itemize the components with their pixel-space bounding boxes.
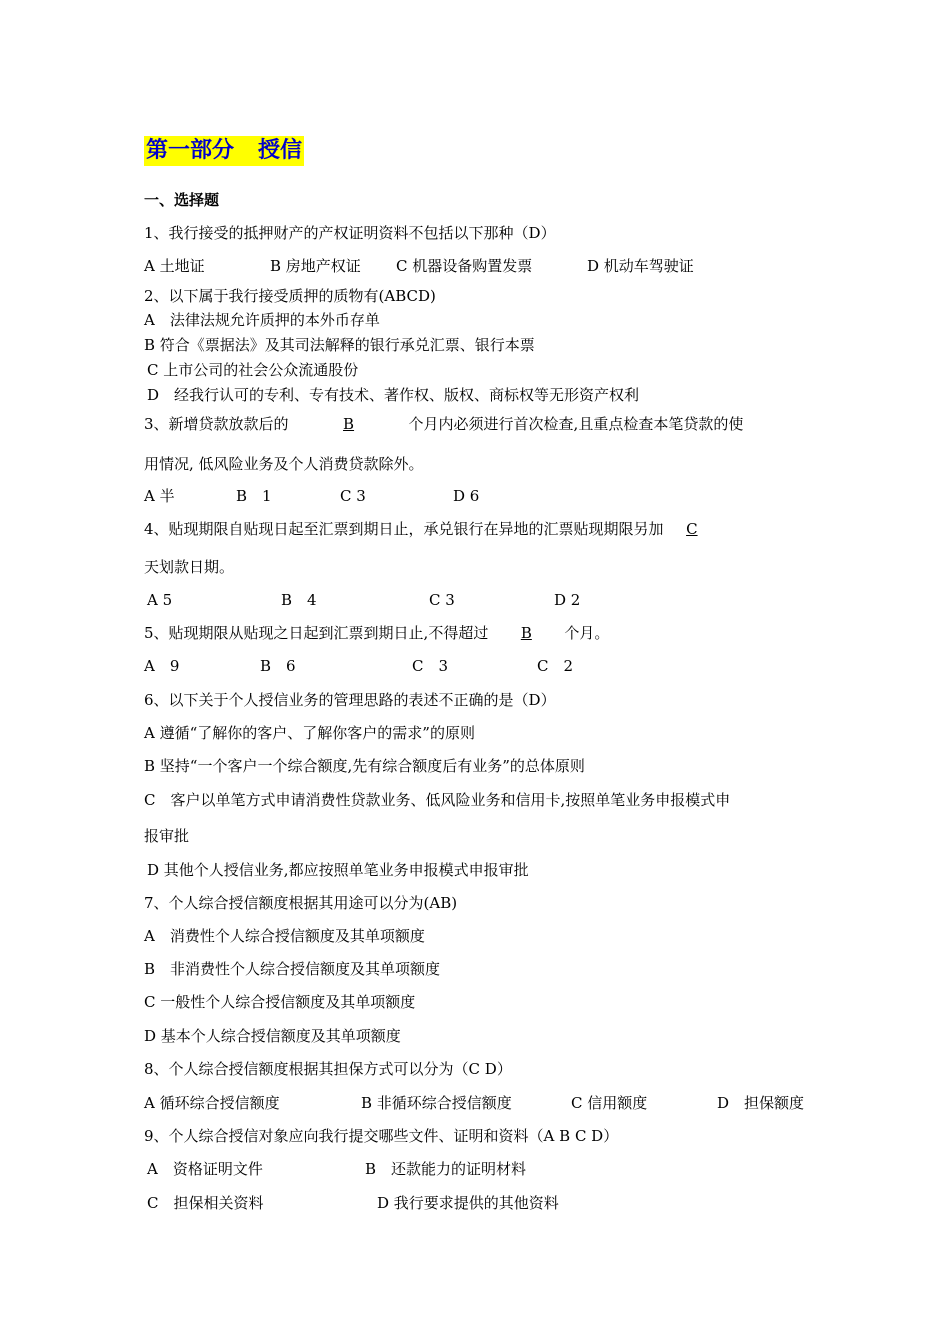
q9-option-b: B 还款能力的证明材料 (365, 1160, 527, 1178)
question-9: 9、个人综合授信对象应向我行提交哪些文件、证明和资料（A B C D） (144, 1127, 619, 1145)
q8-option-a: A 循环综合授信额度 (144, 1094, 280, 1112)
question-2: 2、以下属于我行接受质押的质物有(ABCD) (144, 287, 436, 305)
q4-option-a: A 5 (147, 591, 173, 609)
q4-option-d: D 2 (554, 591, 581, 609)
q1-option-d: D 机动车驾驶证 (587, 257, 694, 275)
q2-option-a: A 法律法规允许质押的本外币存单 (144, 311, 380, 329)
q3-option-d: D 6 (453, 487, 480, 505)
part-title: 第一部分 授信 (144, 136, 304, 166)
q1-option-b: B 房地产权证 (270, 257, 361, 275)
q3-option-b: B 1 (236, 487, 272, 505)
question-7: 7、个人综合授信额度根据其用途可以分为(AB) (144, 894, 458, 912)
q9-option-d: D 我行要求提供的其他资料 (377, 1194, 559, 1212)
q3-option-a: A 半 (144, 487, 175, 505)
q5-option-a: A 9 (144, 657, 180, 675)
q4-option-c: C 3 (429, 591, 455, 609)
question-4-continued: 天划款日期。 (144, 558, 235, 576)
q5-option-b: B 6 (260, 657, 296, 675)
q4-option-b: B 4 (281, 591, 317, 609)
q1-option-c: C 机器设备购置发票 (396, 257, 533, 275)
question-1: 1、我行接受的抵押财产的产权证明资料不包括以下那种（D） (144, 224, 556, 242)
q7-option-c: C 一般性个人综合授信额度及其单项额度 (144, 993, 416, 1011)
q6-option-a: A 遵循“了解你的客户、了解你客户的需求”的原则 (144, 724, 475, 742)
q4-answer-blank: C (686, 520, 698, 538)
section-heading: 一、选择题 (144, 191, 220, 209)
q6-option-c: C 客户以单笔方式申请消费性贷款业务、低风险业务和信用卡,按照单笔业务申报模式申 (144, 791, 731, 809)
question-8: 8、个人综合授信额度根据其担保方式可以分为（C D） (144, 1060, 512, 1078)
question-4: 4、贴现期限自贴现日起至汇票到期日止，承兑银行在异地的汇票贴现期限另加 C (144, 520, 698, 538)
question-5: 5、贴现期限从贴现之日起到汇票到期日止,不得超过 B 个月。 (144, 624, 610, 642)
q8-option-d: D 担保额度 (717, 1094, 805, 1112)
q2-option-b: B 符合《票据法》及其司法解释的银行承兑汇票、银行本票 (144, 336, 535, 354)
q7-option-a: A 消费性个人综合授信额度及其单项额度 (144, 927, 425, 945)
q5-answer-blank: B (520, 624, 532, 642)
q6-option-c-continued: 报审批 (144, 827, 190, 845)
question-3-continued: 用情况, 低风险业务及个人消费贷款除外。 (144, 455, 424, 473)
q9-option-a: A 资格证明文件 (147, 1160, 263, 1178)
q3-option-c: C 3 (340, 487, 366, 505)
q5-option-c: C 3 (412, 657, 449, 675)
q8-option-c: C 信用额度 (571, 1094, 648, 1112)
q9-option-c: C 担保相关资料 (147, 1194, 264, 1212)
q7-option-b: B 非消费性个人综合授信额度及其单项额度 (144, 960, 441, 978)
q2-option-d: D 经我行认可的专利、专有技术、著作权、版权、商标权等无形资产权利 (147, 386, 640, 404)
q7-option-d: D 基本个人综合授信额度及其单项额度 (144, 1027, 401, 1045)
q3-answer-blank: B (343, 415, 355, 433)
q8-option-b: B 非循环综合授信额度 (361, 1094, 512, 1112)
q5-option-d: C 2 (537, 657, 574, 675)
q2-option-c: C 上市公司的社会公众流通股份 (147, 361, 359, 379)
question-6: 6、以下关于个人授信业务的管理思路的表述不正确的是（D） (144, 691, 556, 709)
question-3: 3、新增贷款放款后的 B 个月内必须进行首次检查,且重点检查本笔贷款的使 (144, 415, 744, 433)
q1-option-a: A 土地证 (144, 257, 205, 275)
q6-option-b: B 坚持“一个客户一个综合额度,先有综合额度后有业务”的总体原则 (144, 757, 585, 775)
q6-option-d: D 其他个人授信业务,都应按照单笔业务申报模式申报审批 (147, 861, 529, 879)
